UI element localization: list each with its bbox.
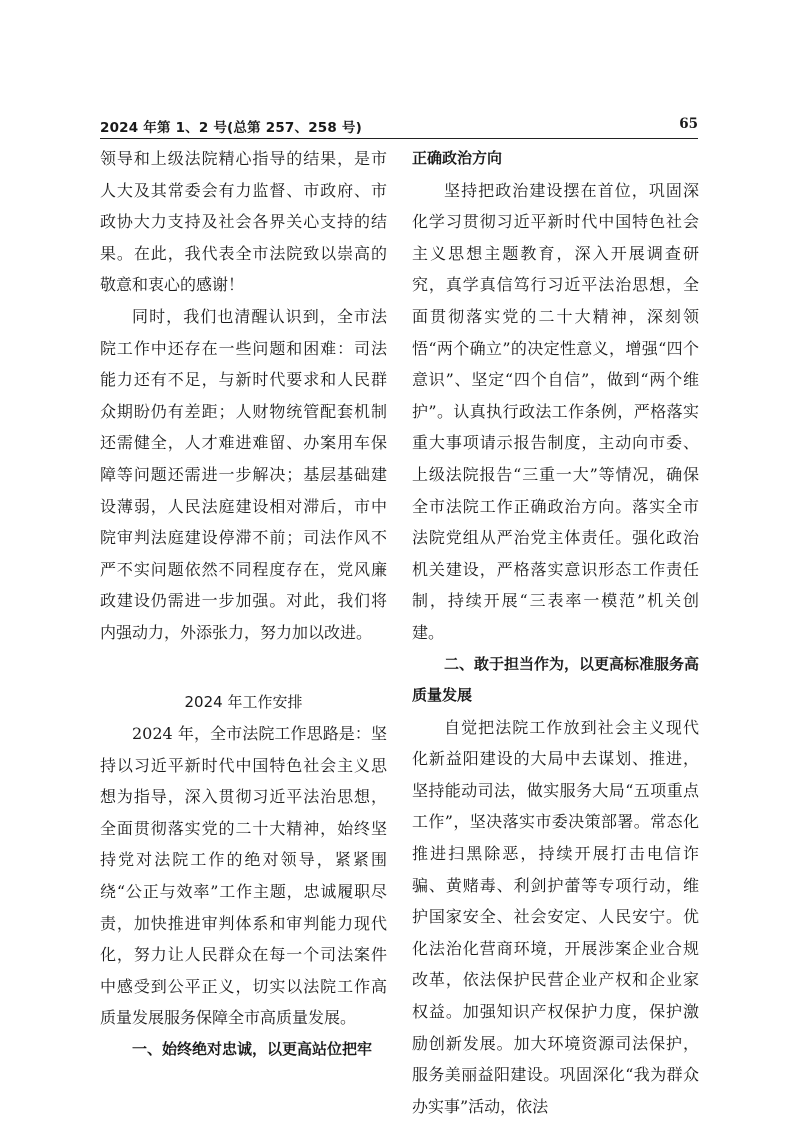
paragraph-problems: 同时，我们也清醒认识到，全市法院工作中还存在一些问题和困难：司法能力还有不足，与新时代要求和人民群众期盼仍有差距；人财物统管配套机制还需健全，人才难进难留、办案用车保障等问题还需进一步解决；基层基础建设薄弱，人民法庭建设相对滞后，市中院审判法庭建设停滞不前；司法作风不严不实问题依然不同程度存在，党风廉政建设仍需进一步加强。对此，我们将内强动力，外添张力，努力加以改进。: [100, 306, 387, 642]
right-column: [412, 143, 699, 1122]
paragraph-work-thinking: 2024 年，全市法院工作思路是：坚持以习近平新时代中国特色社会主义思想为指导，深入贯彻习近平法治思想，全面贯彻落实党的二十大精神，始终坚持党对法院工作的绝对领导，紧紧围绕“公正与效率”工作主题，忠诚履职尽责，加快推进审判体系和审判能力现代化，努力让人民群众在每一个司法案件中感受到公平正义，切实以法院工作高质量发展服务保障全市高质量发展。: [100, 724, 387, 1028]
page-number: 65: [679, 116, 698, 132]
left-column: [100, 143, 387, 1066]
paragraph-continued: 领导和上级法院精心指导的结果，是市人大及其常委会有力监督、市政府、市政协大力支持及社会各界关心支持的结果。在此，我代表全市法院致以崇高的敬意和衷心的感谢！: [100, 149, 387, 295]
running-header: [100, 116, 698, 139]
heading-one-start: 一、始终绝对忠诚，以更高站位把牢: [132, 1040, 373, 1059]
section-title: 2024 年工作安排: [184, 692, 303, 711]
spacer: [100, 649, 387, 667]
paragraph-political-building: 坚持把政治建设摆在首位，巩固深化学习贯彻习近平新时代中国特色社会主义思想主题教育，深入开展调查研究，真学真信笃行习近平法治思想，全面贯彻落实党的二十大精神，深刻领悟“两个确立”的决定性意义，增强“四个意识”、坚定“四个自信”，做到“两个维护”。认真执行政法工作条例，严格落实重大事项请示报告制度，主动向市委、上级法院报告“三重一大”等情况，确保全市法院工作正确政治方向。落实全市法院党组从严治党主体责任。强化政治机关建设，严格落实意识形态工作责任制，持续开展“三表率一模范”机关创建。: [412, 180, 699, 642]
issue-label: 2024 年第 1、2 号(总第 257、258 号): [100, 120, 362, 136]
heading-one-end: 正确政治方向: [412, 149, 503, 167]
heading-two: 二、敢于担当作为，以更高标准服务高质量发展: [412, 654, 700, 705]
paragraph-service-development: 自觉把法院工作放到社会主义现代化新益阳建设的大局中去谋划、推进，坚持能动司法，做实服务大局“五项重点工作”，坚决落实市委决策部署。常态化推进扫黑除恶，持续开展打击电信诈骗、黄赌毒、利剑护蕾等专项行动，维护国家安全、社会安定、人民安宁。优化法治化营商环境，开展涉案企业合规改革，依法保护民营企业产权和企业家权益。加强知识产权保护力度，保护激励创新发展。加大环境资源司法保护，服务美丽益阳建设。巩固深化“我为群众办实事”活动，依法: [412, 717, 699, 1116]
